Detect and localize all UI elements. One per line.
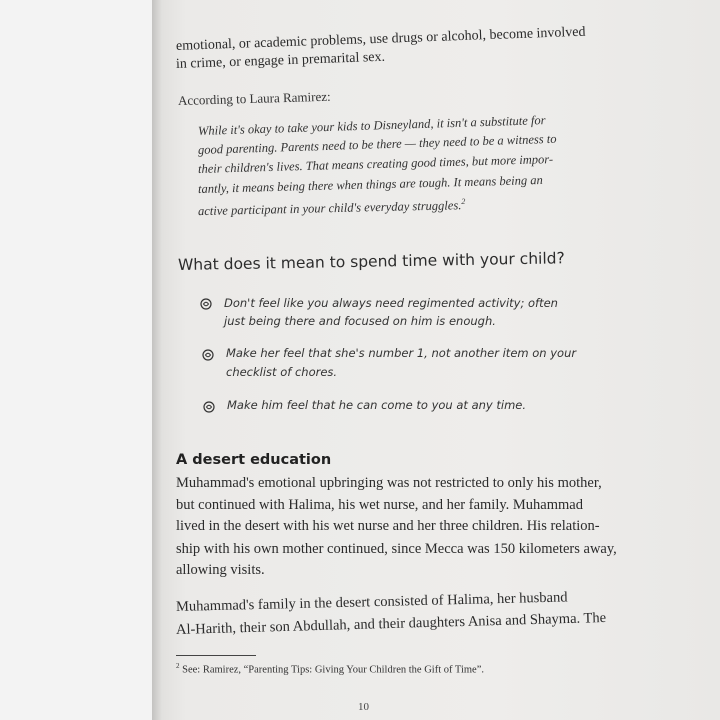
section-p1-line-1: Muhammad's emotional upbringing was not restricted to only his mother, bbox=[176, 475, 602, 491]
bullet-2-line-1: Make her feel that she's number 1, not another item on your bbox=[226, 346, 577, 360]
quote-line-2: good parenting. Parents need to be there — they need to be a witness to bbox=[197, 131, 557, 157]
bullet-3-line-1: Make him feel that he can come to you at any time. bbox=[227, 398, 527, 412]
floral-ornament-icon bbox=[202, 349, 214, 361]
floral-ornament-icon bbox=[200, 298, 212, 310]
floral-ornament-icon bbox=[203, 401, 215, 413]
quote-line-4: tantly, it means being there when things are tough. It means being an bbox=[197, 172, 543, 196]
page-spine-shadow bbox=[152, 0, 162, 720]
footnote-text: See: Ramirez, “Parenting Tips: Giving Your Children the Gift of Time”. bbox=[182, 664, 484, 676]
section-p2-line-1: Muhammad's family in the desert consisted of Halima, her husband bbox=[175, 589, 568, 615]
footnote-number: 2 bbox=[176, 662, 180, 670]
page-number: 10 bbox=[358, 701, 369, 713]
quote-intro: According to Laura Ramirez: bbox=[177, 88, 331, 108]
section-p1-line-2: but continued with Halima, his wet nurse, and her family. Muhammad bbox=[176, 497, 583, 513]
section-p1-line-3: lived in the desert with his wet nurse and her three children. His relation- bbox=[176, 518, 600, 534]
footnote bbox=[176, 662, 484, 676]
bullet-2-line-2: checklist of chores. bbox=[226, 365, 338, 379]
quote-line-5-text: active participant in your child's everyday struggles. bbox=[197, 198, 462, 219]
quote-line-1: While it's okay to take your kids to Disneyland, it isn't a substitute for bbox=[197, 113, 546, 138]
bullet-1-line-2: just being there and focused on him is enough. bbox=[224, 314, 496, 328]
quote-footnote-ref: 2 bbox=[461, 196, 466, 207]
top-paragraph-line-2: in crime, or engage in premarital sex. bbox=[175, 49, 386, 72]
footnote-rule bbox=[176, 655, 256, 656]
quote-line-3: their children's lives. That means creating good times, but more impor- bbox=[197, 152, 554, 176]
section-heading: A desert education bbox=[176, 452, 332, 468]
section-p2-line-2: Al-Harith, their son Abdullah, and their daughters Anisa and Shayma. The bbox=[175, 609, 607, 638]
section-p1-line-4: ship with his own mother continued, since Mecca was 150 kilometers away, bbox=[176, 541, 617, 557]
bullet-1-line-1: Don't feel like you always need regimented activity; often bbox=[224, 296, 558, 310]
top-paragraph-line-1: emotional, or academic problems, use drugs or alcohol, become involved bbox=[175, 24, 586, 54]
section-p1-line-5: allowing visits. bbox=[176, 562, 265, 578]
question-heading: What does it mean to spend time with your child? bbox=[177, 249, 565, 274]
